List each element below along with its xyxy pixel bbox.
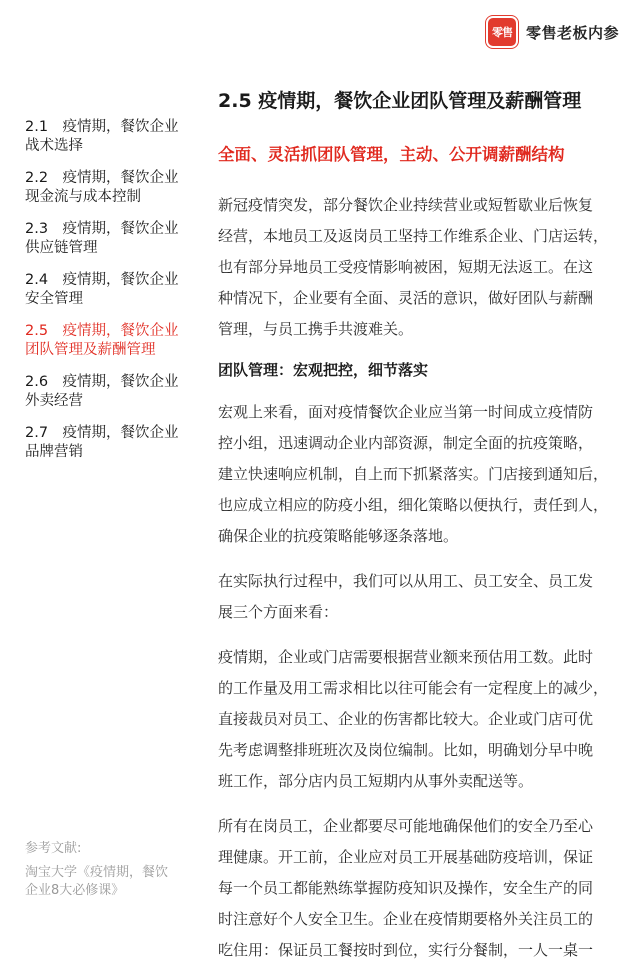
toc-item-line: 品牌营销 bbox=[25, 443, 83, 460]
safety-paragraph bbox=[218, 811, 622, 966]
toc-item-line: 2.6 疫情期，餐饮企业 bbox=[25, 374, 179, 390]
toc-item-line: 现金流与成本控制 bbox=[25, 188, 141, 205]
toc-item-line: 2.1 疫情期，餐饮企业 bbox=[25, 119, 179, 135]
toc-item-line: 2.4 疫情期，餐饮企业 bbox=[25, 272, 179, 288]
toc-item-line: 2.3 疫情期，餐饮企业 bbox=[25, 221, 179, 237]
staffing-paragraph bbox=[218, 642, 622, 797]
paragraph-line: 理健康。开工前，企业应对员工开展基础防疫培训，保证 bbox=[218, 848, 594, 866]
paragraph-line: 先考虑调整排班班次及岗位编制。比如，明确划分早中晚 bbox=[218, 741, 594, 759]
toc-item-line: 外卖经营 bbox=[25, 392, 83, 409]
references-title: 参考文献: bbox=[25, 841, 82, 856]
macro-paragraph bbox=[218, 397, 622, 552]
paragraph-line: 展三个方面来看： bbox=[218, 603, 339, 621]
toc-item-line: 战术选择 bbox=[25, 137, 83, 154]
brand-name: 零售老板内参 bbox=[525, 23, 619, 42]
paragraph-line: 在实际执行过程中，我们可以从用工、员工安全、员工发 bbox=[218, 572, 594, 590]
paragraph-line: 建立快速响应机制，自上而下抓紧落实。门店接到通知后， bbox=[218, 465, 609, 483]
execution-paragraph bbox=[218, 566, 622, 628]
brand bbox=[486, 16, 619, 48]
paragraph-line: 时注意好个人安全卫生。企业在疫情期要格外关注员工的 bbox=[218, 910, 594, 928]
intro-paragraph bbox=[218, 190, 622, 345]
paragraph-line: 种情况下，企业要有全面、灵活的意识，做好团队与薪酬 bbox=[218, 289, 594, 307]
paragraph-line: 疫情期，企业或门店需要根据营业额来预估用工数。此时 bbox=[218, 648, 594, 666]
team-management-heading: 团队管理：宏观把控，细节落实 bbox=[218, 361, 429, 379]
paragraph-line: 也应成立相应的防疫小组，细化策略以便执行，责任到人， bbox=[218, 496, 609, 514]
main-content bbox=[218, 88, 622, 980]
paragraph-line: 经营，本地员工及返岗员工坚持工作维系企业、门店运转， bbox=[218, 227, 609, 245]
paragraph-line: 的工作量及用工需求相比以往可能会有一定程度上的减少， bbox=[218, 679, 609, 697]
references-line: 淘宝大学《疫情期，餐饮 bbox=[25, 865, 169, 880]
brand-logo-icon: 零售 bbox=[486, 16, 518, 48]
paragraph-line: 每一个员工都能熟练掌握防疫知识及操作，安全生产的同 bbox=[218, 879, 594, 897]
references-line: 企业8大必修课》 bbox=[25, 883, 125, 898]
paragraph-line: 也有部分异地员工受疫情影响被困，短期无法返工。在这 bbox=[218, 258, 594, 276]
paragraph-line: 新冠疫情突发，部分餐饮企业持续营业或短暂歇业后恢复 bbox=[218, 196, 594, 214]
paragraph-line: 控小组，迅速调动企业内部资源，制定全面的抗疫策略， bbox=[218, 434, 594, 452]
paragraph-line: 确保企业的抗疫策略能够逐条落地。 bbox=[218, 527, 459, 545]
toc-item-2-7[interactable] bbox=[25, 424, 195, 461]
paragraph-line: 宏观上来看，面对疫情餐饮企业应当第一时间成立疫情防 bbox=[218, 403, 594, 421]
paragraph-line: 吃住用：保证员工餐按时到位，实行分餐制，一人一桌一 bbox=[218, 941, 594, 959]
toc-item-2-1[interactable] bbox=[25, 118, 195, 155]
toc-item-line: 2.5 疫情期，餐饮企业 bbox=[25, 323, 179, 339]
section-subtitle: 全面、灵活抓团队管理，主动、公开调薪酬结构 bbox=[218, 145, 565, 164]
toc-item-line: 团队管理及薪酬管理 bbox=[25, 341, 156, 358]
toc-item-line: 2.7 疫情期，餐饮企业 bbox=[25, 425, 179, 441]
toc-item-2-4[interactable] bbox=[25, 271, 195, 308]
toc-item-line: 供应链管理 bbox=[25, 239, 98, 256]
paragraph-line: 所有在岗员工，企业都要尽可能地确保他们的安全乃至心 bbox=[218, 817, 594, 835]
paragraph-line: 管理，与员工携手共渡难关。 bbox=[218, 320, 414, 338]
section-title: 2.5 疫情期，餐饮企业团队管理及薪酬管理 bbox=[218, 90, 582, 112]
toc-item-line: 2.2 疫情期，餐饮企业 bbox=[25, 170, 179, 186]
toc-item-line: 安全管理 bbox=[25, 290, 83, 307]
toc-item-2-6[interactable] bbox=[25, 373, 195, 410]
paragraph-line: 直接裁员对员工、企业的伤害都比较大。企业或门店可优 bbox=[218, 710, 594, 728]
references bbox=[25, 840, 195, 900]
toc-item-2-3[interactable] bbox=[25, 220, 195, 257]
paragraph-line: 班工作，部分店内员工短期内从事外卖配送等。 bbox=[218, 772, 534, 790]
toc-sidebar bbox=[25, 118, 195, 475]
toc-item-2-5-active[interactable] bbox=[25, 322, 195, 359]
toc-item-2-2[interactable] bbox=[25, 169, 195, 206]
